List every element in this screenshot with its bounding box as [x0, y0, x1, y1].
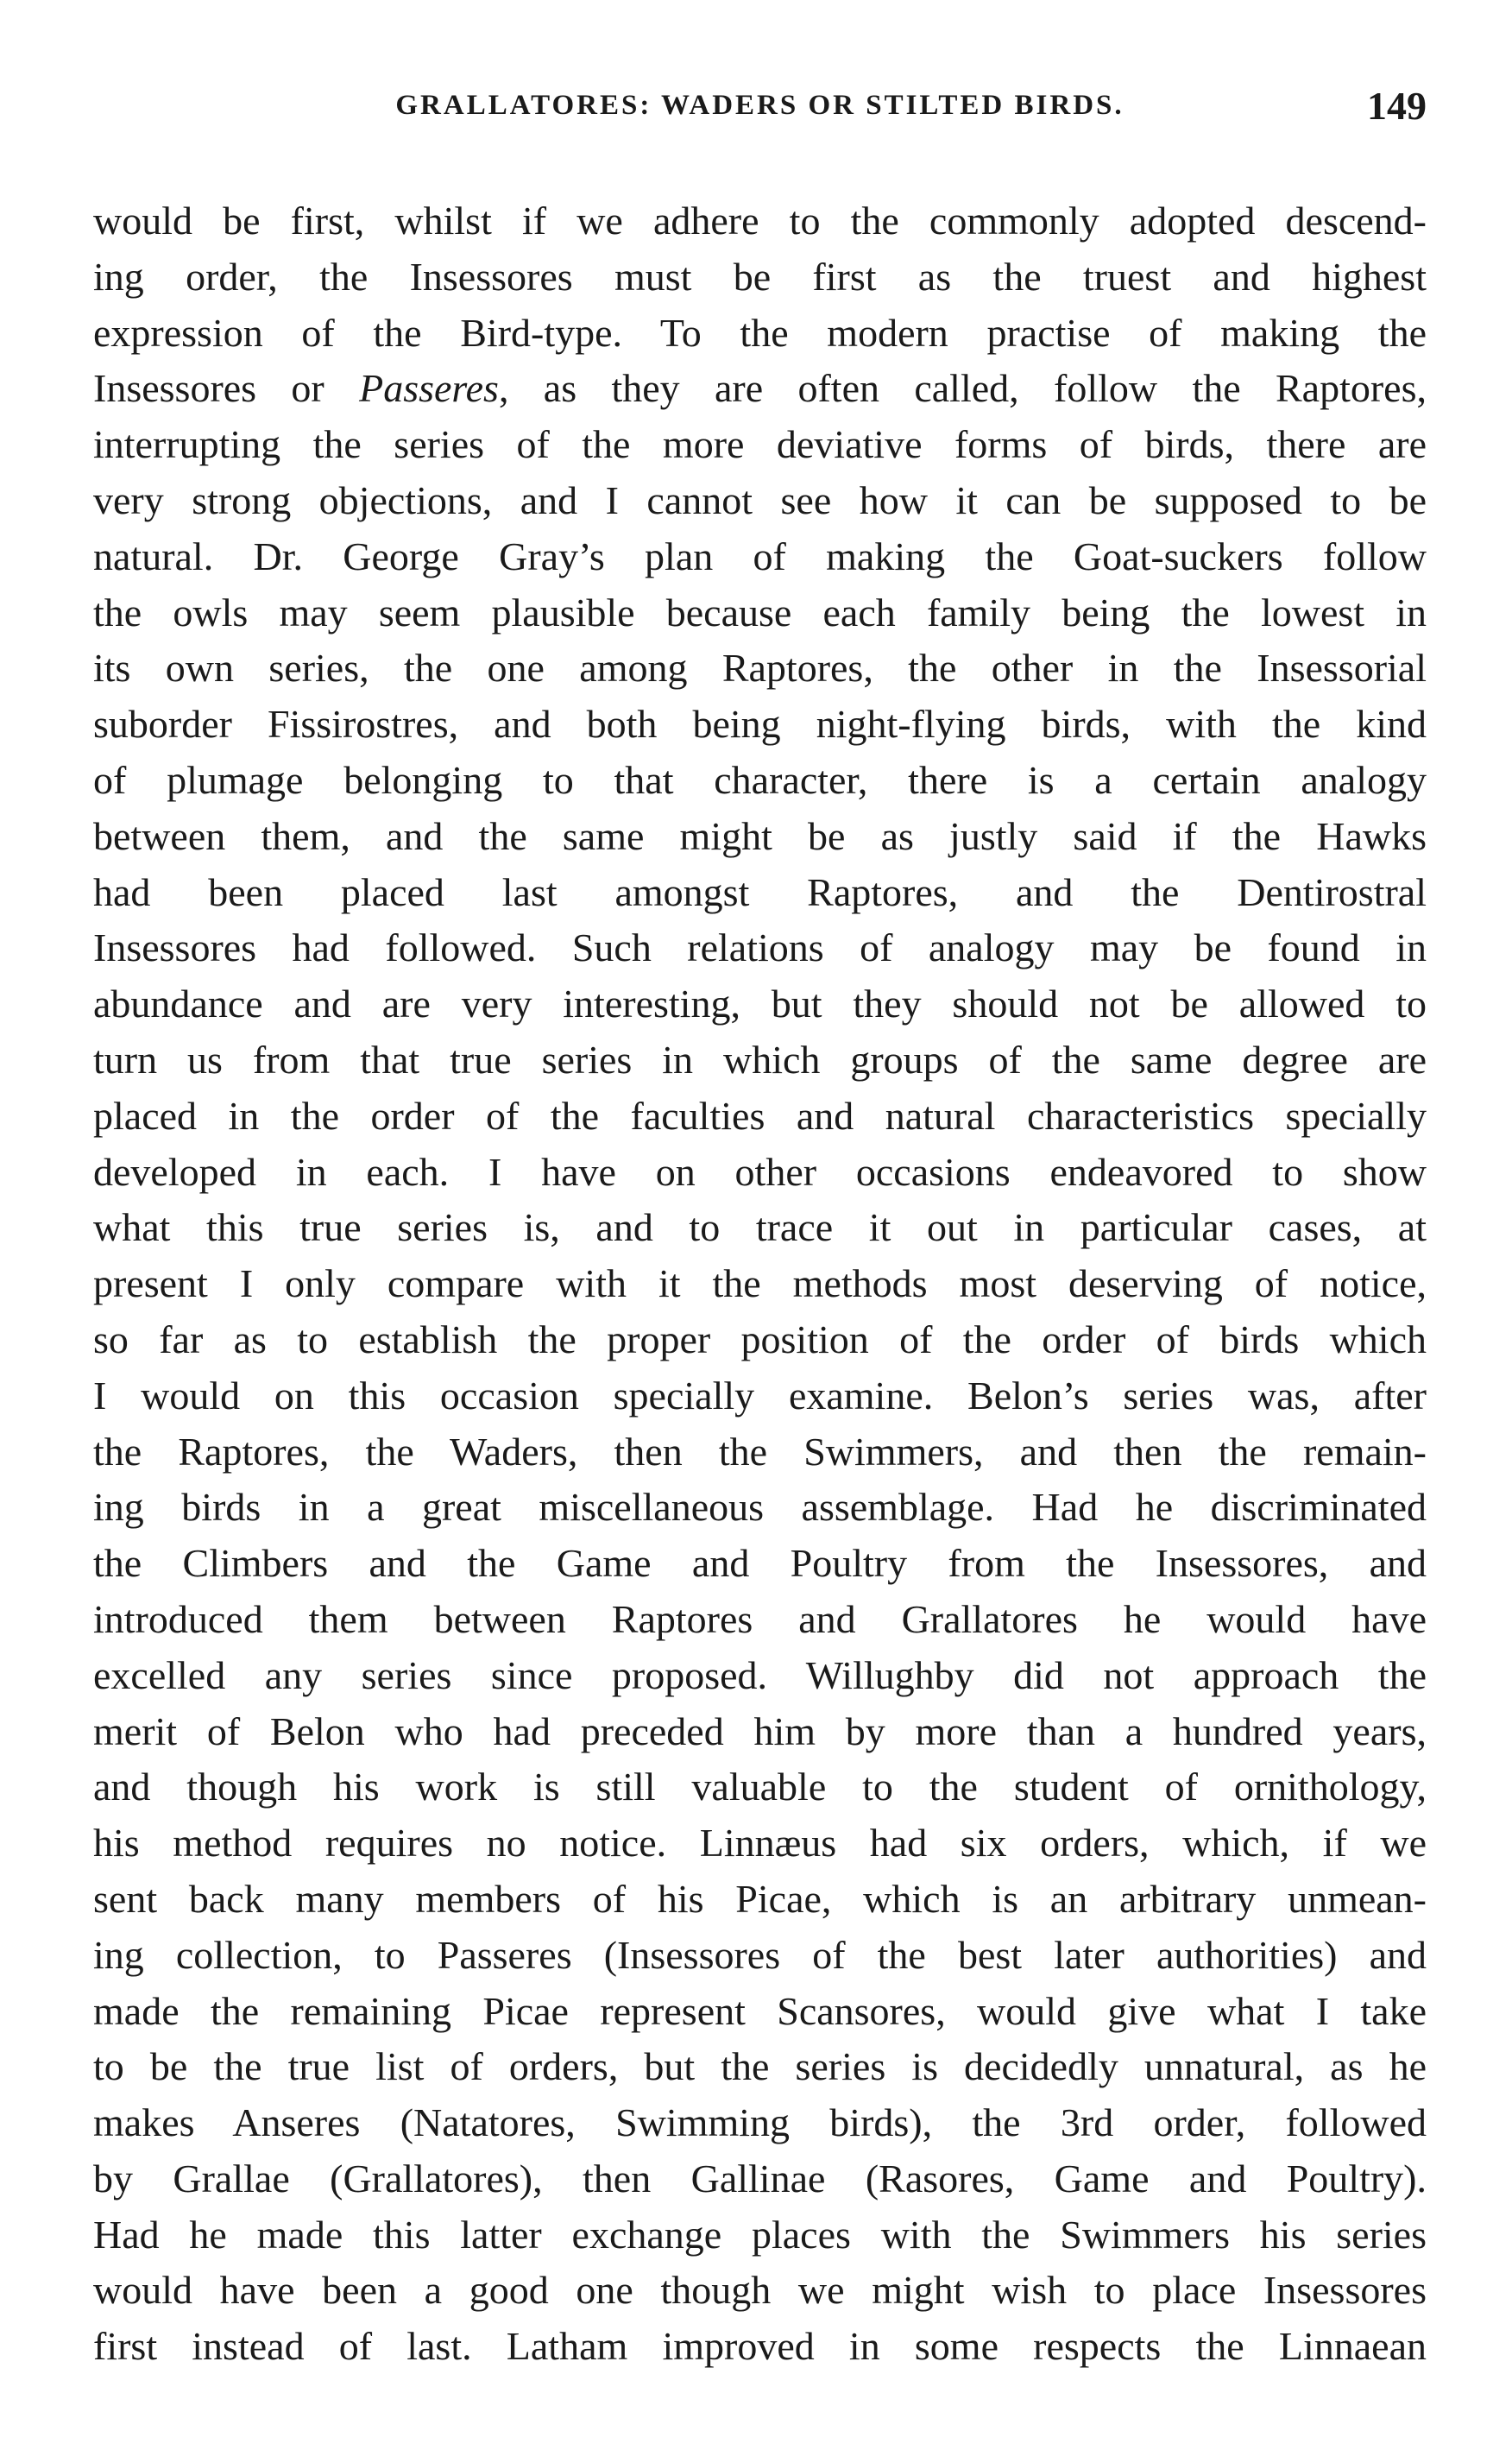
text-line: first instead of last. Latham improved in some respects the Linnaean — [93, 2324, 1427, 2369]
text-line: the Climbers and the Game and Poultry from the Insessores, and — [93, 1541, 1427, 1586]
text-line: had been placed last amongst Raptores, and the Dentirostral — [93, 869, 1427, 914]
text-line: what this true series is, and to trace it out in particular cases, at — [93, 1205, 1427, 1250]
text-line: turn us from that true series in which groups of the same degree are — [93, 1037, 1427, 1082]
text-line: between them, and the same might be as justly said if the Hawks — [93, 813, 1427, 858]
text-line: abundance and are very interesting, but they should not be allowed to — [93, 982, 1427, 1026]
running-title: GRALLATORES: WADERS OR STILTED BIRDS. — [395, 90, 1125, 121]
text-line: excelled any series since proposed. Willughby did not approach the — [93, 1652, 1427, 1697]
text-line: interrupting the series of the more deviative forms of birds, there are — [93, 422, 1427, 467]
text-line: present I only compare with it the methods most deserving of notice, — [93, 1261, 1427, 1306]
body-text — [93, 193, 1427, 2375]
text-line: merit of Belon who had preceded him by more than a hundred years, — [93, 1708, 1427, 1753]
running-head — [93, 84, 1427, 142]
text-line: its own series, the one among Raptores, the other in the Insessorial — [93, 646, 1427, 691]
text-line: makes Anseres (Natatores, Swimming birds), the 3rd order, followed — [93, 2100, 1427, 2145]
text-line: his method requires no notice. Linnæus had six orders, which, if we — [93, 1821, 1427, 1866]
italic-term: Passeres — [359, 366, 499, 411]
text-line: Insessores or Passeres, as they are often called, follow the Raptores, — [93, 366, 1427, 411]
text-line: expression of the Bird-type. To the modern practise of making the — [93, 310, 1427, 355]
text-line: placed in the order of the faculties and natural characteristics specially — [93, 1093, 1427, 1138]
text-line: by Grallae (Grallatores), then Gallinae (Rasores, Game and Poultry). — [93, 2156, 1427, 2201]
text-line: would have been a good one though we might wish to place Insessores — [93, 2268, 1427, 2313]
text-line: ing order, the Insessores must be first as the truest and highest — [93, 254, 1427, 299]
page-number: 149 — [1367, 84, 1427, 128]
text-line: the Raptores, the Waders, then the Swimmers, and then the remain- — [93, 1429, 1427, 1474]
text-line: and though his work is still valuable to the student of ornithology, — [93, 1765, 1427, 1809]
text-line: very strong objections, and I cannot see how it can be supposed to be — [93, 477, 1427, 522]
text-line: so far as to establish the proper position of the order of birds which — [93, 1317, 1427, 1361]
text-line: to be the true list of orders, but the series is decidedly unnatural, as he — [93, 2044, 1427, 2089]
text-line: of plumage belonging to that character, there is a certain analogy — [93, 757, 1427, 802]
text-line: Insessores had followed. Such relations of analogy may be found in — [93, 925, 1427, 970]
text-line: Had he made this latter exchange places with the Swimmers his series — [93, 2212, 1427, 2257]
text-line: sent back many members of his Picae, which is an arbitrary unmean- — [93, 1876, 1427, 1921]
text-line: the owls may seem plausible because each family being the lowest in — [93, 590, 1427, 635]
text-line: would be first, whilst if we adhere to the commonly adopted descend- — [93, 199, 1427, 243]
text-line: I would on this occasion specially examine. Belon’s series was, after — [93, 1373, 1427, 1418]
text-line: developed in each. I have on other occasions endeavored to show — [93, 1149, 1427, 1194]
text-line: natural. Dr. George Gray’s plan of making the Goat-suckers follow — [93, 534, 1427, 578]
text-line: suborder Fissirostres, and both being night-flying birds, with the kind — [93, 702, 1427, 747]
text-line: introduced them between Raptores and Grallatores he would have — [93, 1596, 1427, 1641]
text-line: made the remaining Picae represent Scansores, would give what I take — [93, 1988, 1427, 2033]
text-line: ing birds in a great miscellaneous assemblage. Had he discriminated — [93, 1485, 1427, 1530]
text-line: ing collection, to Passeres (Insessores of the best later authorities) and — [93, 1932, 1427, 1977]
